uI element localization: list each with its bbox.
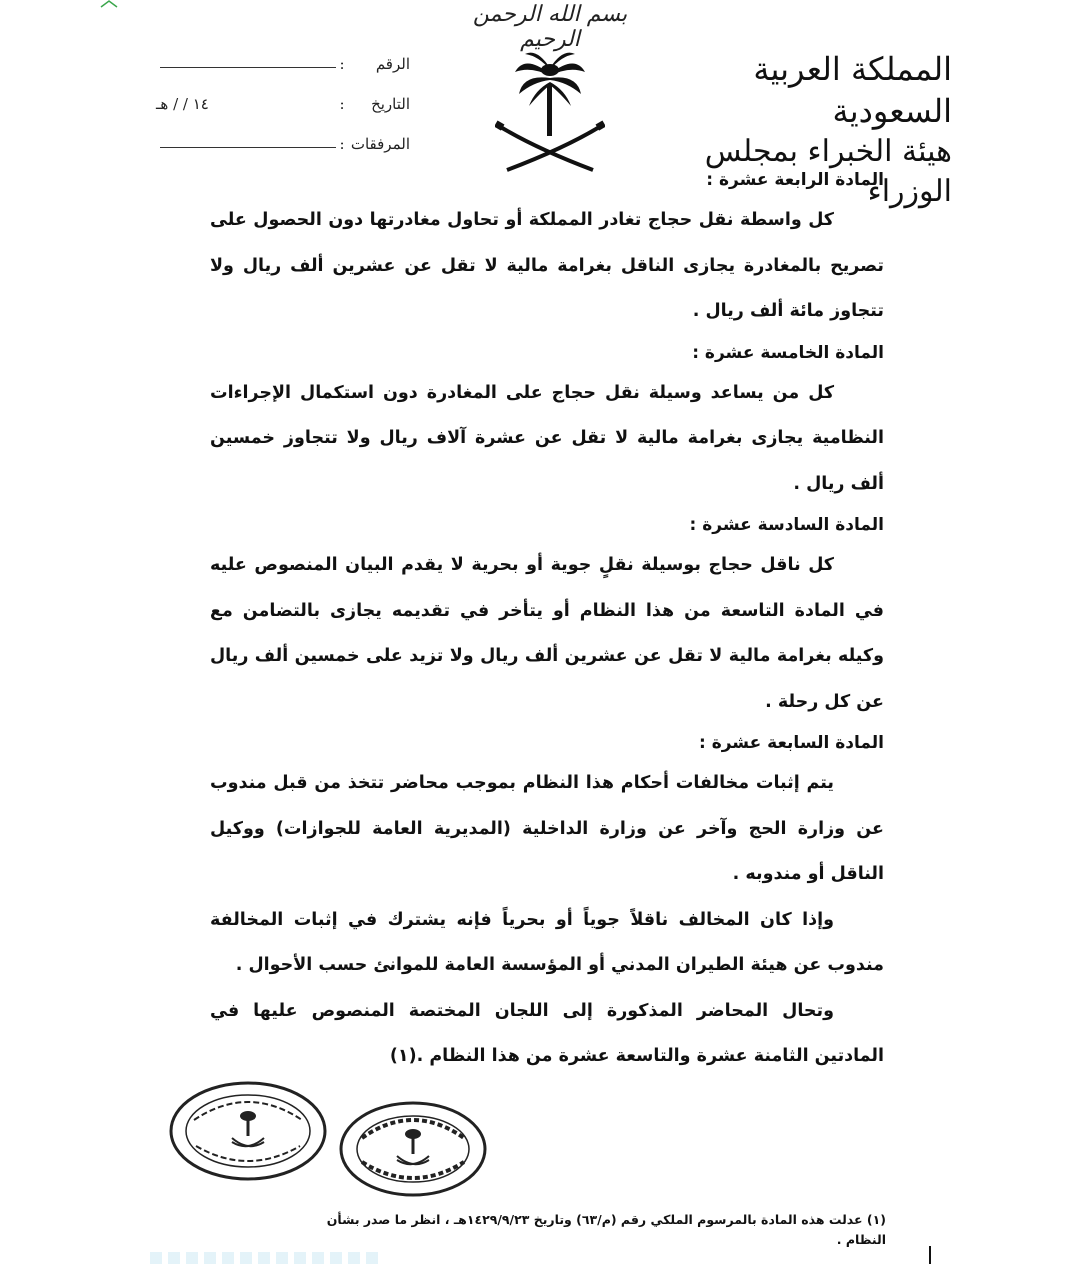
article-title: المادة السادسة عشرة : [689,515,884,535]
article-paragraph: يتم إثبات مخالفات أحكام هذا النظام بموجب محاضر تتخذ من قبل مندوب عن وزارة الحج وآخر عن وزارة الداخلية (المديرية العامة للجوازات) ووكيل الناقل أو مندوبه . [210,773,884,884]
article-paragraph: كل من يساعد وسيلة نقل حجاج على المغادرة دون استكمال الإجراءات النظامية يجازى بغرامة مالية لا تقل عن عشرة آلاف ريال ولا تتجاوز خمسين ألف ريال . [210,382,884,494]
left-official-stamp [168,1080,328,1182]
article-paragraph: وتحال المحاضر المذكورة إلى اللجان المختصة المنصوص عليها في المادتين الثامنة عشرة والتاسعة عشرة من هذا النظام .(١) [210,1000,884,1066]
footnote: (١) عدلت هذه المادة بالمرسوم الملكي رقم (م/٦٣) وتاريخ ١٤٢٩/٩/٢٣هـ ، انظر ما صدر بشأن النظام . [326,1212,886,1247]
article-title: المادة الرابعة عشرة : [706,170,884,190]
corner-mark [100,0,118,8]
article-paragraph: كل واسطة نقل حجاج تغادر المملكة أو تحاول مغادرتها دون الحصول على تصريح بالمغادرة يجازى الناقل بغرامة مالية لا تقل عن عشرين ألف ريال ولا تتجاوز مائة ألف ريال . [210,210,884,321]
kingdom-name: المملكة العربية السعودية [753,50,952,130]
authority-name: هيئة الخبراء بمجلس الوزراء [704,134,952,209]
basmala: بسم الله الرحمن الرحيم [472,2,628,52]
reference-attachments-row: المرفقات : [150,124,410,164]
reference-number-line [160,66,336,68]
article-paragraph: كل ناقل حجاج بوسيلة نقلٍ جوية أو بحرية لا يقدم البيان المنصوص عليه في المادة التاسعة من هذا النظام أو يتأخر في تقديمه يجازى بالتضامن مع وكيله بغرامة مالية لا تقل عن عشرين ألف ريال ولا تزيد على خمسين ألف ريال عن كل رحلة . [210,555,884,712]
reference-number-row: الرقم : [150,44,410,84]
document-body [210,162,884,1080]
article-title: المادة الخامسة عشرة : [692,342,884,363]
right-official-stamp [338,1100,488,1198]
reference-date-label: التاريخ [371,95,410,113]
article-paragraph: وإذا كان المخالف ناقلاً جوياً أو بحرياً فإنه يشترك في إثبات المخالفة مندوب عن هيئة الطيران المدني أو المؤسسة العامة للموانئ حسب الأحوال . [210,909,884,975]
saudi-emblem-icon [495,44,605,174]
article-title: المادة السابعة عشرة : [698,733,884,753]
page-margin-mark [929,1246,931,1264]
reference-date-row: التاريخ : ١٤ / / هـ [150,84,410,124]
reference-number-label: الرقم [375,55,410,73]
reference-attachments-line [160,146,336,148]
page-edge-artifact [150,1252,380,1264]
reference-block [150,44,410,164]
reference-date-value: ١٤ / / هـ [156,95,209,113]
reference-attachments-label: المرفقات [350,135,410,153]
